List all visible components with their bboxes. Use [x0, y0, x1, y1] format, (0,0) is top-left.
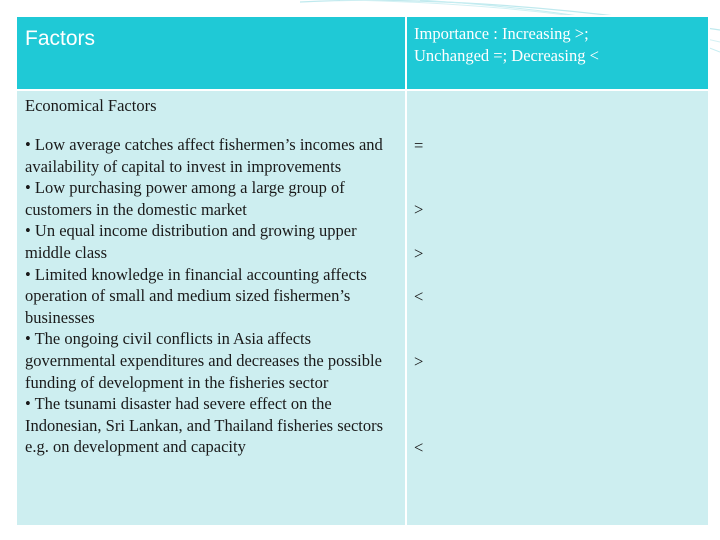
factor-list	[17, 134, 405, 458]
importance-legend-line2: Unchanged =; Decreasing <	[414, 46, 599, 65]
header-importance-cell	[406, 16, 709, 90]
factor-item: • Low average catches affect fishermen’s incomes and availability of capital to invest in improvements	[25, 135, 383, 176]
importance-list	[407, 91, 708, 525]
table-header-row	[16, 16, 709, 90]
importance-mark: =	[414, 136, 424, 155]
table-body-row	[16, 90, 709, 526]
section-title: Economical Factors	[25, 96, 157, 115]
factors-table	[15, 15, 710, 527]
header-factors-label: Factors	[25, 27, 96, 50]
factor-item: • The tsunami disaster had severe effect on the Indonesian, Sri Lankan, and Thailand fisheries sectors e.g. on development and capacity	[25, 394, 384, 457]
importance-mark: >	[414, 200, 424, 219]
factors-cell	[16, 90, 406, 526]
importance-mark: >	[414, 352, 424, 371]
factor-item: • Un equal income distribution and growing upper middle class	[25, 221, 357, 262]
factor-item: • Limited knowledge in financial accounting affects operation of small and medium sized fishermen’s businesses	[25, 264, 367, 327]
factor-item: • Low purchasing power among a large group of customers in the domestic market	[25, 178, 345, 219]
importance-mark: >	[414, 244, 424, 263]
header-factors-cell	[16, 16, 406, 90]
importance-legend-line1: Importance : Increasing >;	[414, 24, 589, 43]
importance-mark: <	[414, 287, 424, 306]
importance-cell	[406, 90, 709, 526]
importance-mark: <	[414, 438, 424, 457]
factor-item: • The ongoing civil conflicts in Asia affects governmental expenditures and decreases the possible funding of development in the fisheries sector	[25, 329, 382, 392]
header-importance-label	[407, 17, 708, 67]
